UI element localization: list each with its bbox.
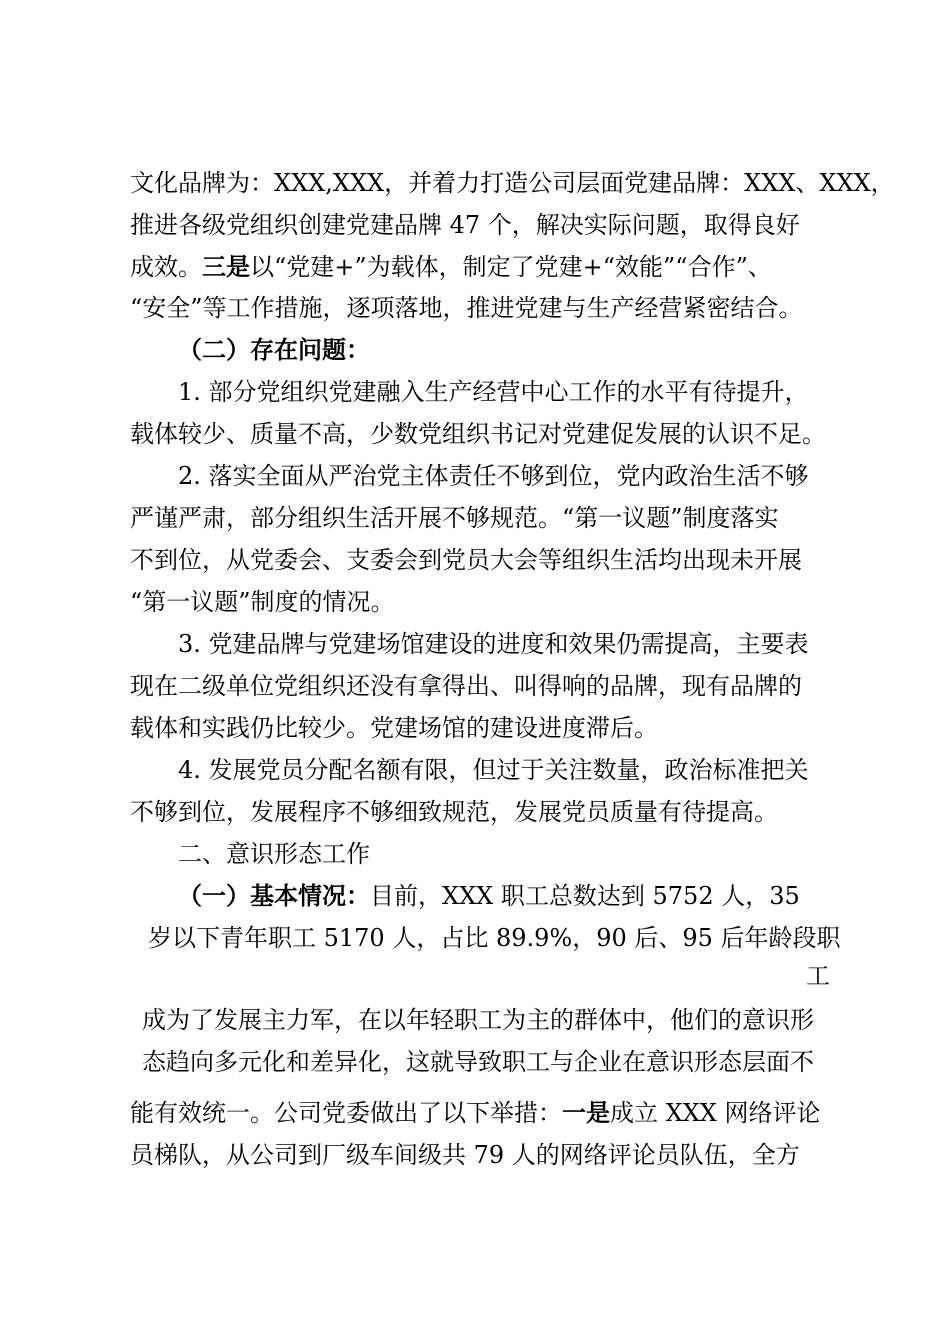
body-line: 态趋向多元化和差异化，这就导致职工与企业在意识形态层面不 xyxy=(142,1048,814,1076)
body-line: 不到位，从党委会、支委会到党员大会等组织生活均出现未开展 xyxy=(130,546,802,574)
list-item: 4. 发展党员分配名额有限，但过于关注数量，政治标准把关 xyxy=(178,756,809,784)
body-line: 不够到位，发展程序不够细致规范，发展党员质量有待提高。 xyxy=(130,798,778,826)
body-line: 能有效统一。公司党委做出了以下举措：一是成立 XXX 网络评论 xyxy=(130,1099,821,1127)
body-line: 成为了发展主力军，在以年轻职工为主的群体中，他们的意识形 xyxy=(142,1006,814,1034)
chapter-heading: 二、意识形态工作 xyxy=(178,840,370,868)
list-item: 2. 落实全面从严治党主体责任不够到位，党内政治生活不够 xyxy=(178,462,809,490)
body-line: 文化品牌为：XXX,XXX，并着力打造公司层面党建品牌：XXX、XXX， xyxy=(130,169,895,197)
body-line: 载体和实践仍比较少。党建场馆的建设进度滞后。 xyxy=(130,714,658,742)
body-line: 成效。三是以“党建+”为载体，制定了党建+“效能”“合作”、 xyxy=(130,253,772,281)
body-line: 现在二级单位党组织还没有拿得出、叫得响的品牌，现有品牌的 xyxy=(130,672,802,700)
body-line: 工 xyxy=(806,962,830,990)
subsection-heading: （一）基本情况： xyxy=(178,882,370,910)
body-line: 岁以下青年职工 5170 人，占比 89.9%，90 后、95 后年龄段职 xyxy=(148,924,841,952)
section-heading: （二）存在问题： xyxy=(178,336,370,364)
list-item: 3. 党建品牌与党建场馆建设的进度和效果仍需提高，主要表 xyxy=(178,630,809,658)
list-item: 1. 部分党组织党建融入生产经营中心工作的水平有待提升， xyxy=(178,378,809,406)
emphasis-text: 三是 xyxy=(202,253,250,281)
body-line: （一）基本情况：目前，XXX 职工总数达到 5752 人，35 xyxy=(178,882,800,910)
body-line: 严谨严肃，部分组织生活开展不够规范。“第一议题”制度落实 xyxy=(130,504,779,532)
body-line: 推进各级党组织创建党建品牌 47 个，解决实际问题，取得良好 xyxy=(130,211,800,239)
emphasis-text: 一是 xyxy=(562,1099,610,1127)
body-line: “安全”等工作措施，逐项落地，推进党建与生产经营紧密结合。 xyxy=(130,294,803,322)
body-line: 载体较少、质量不高，少数党组织书记对党建促发展的认识不足。 xyxy=(130,420,826,448)
body-line: “第一议题”制度的情况。 xyxy=(130,588,395,616)
body-line: 员梯队，从公司到厂级车间级共 79 人的网络评论员队伍，全方 xyxy=(130,1141,800,1169)
